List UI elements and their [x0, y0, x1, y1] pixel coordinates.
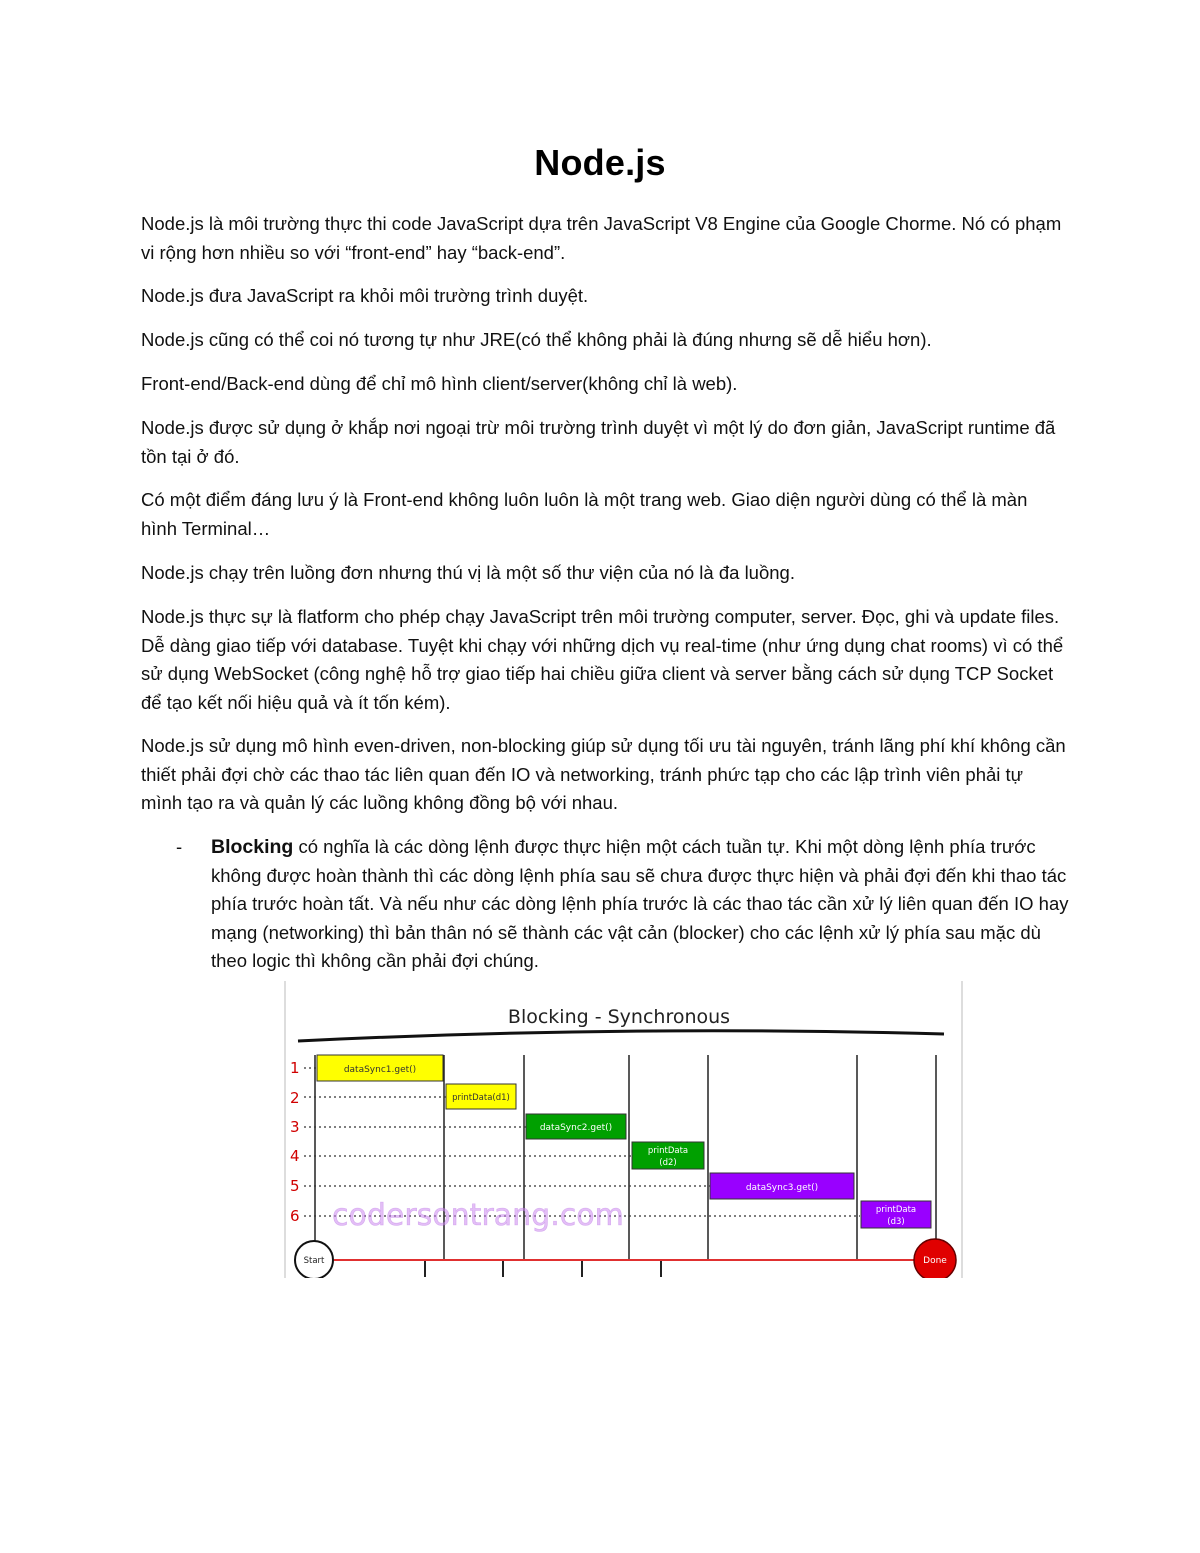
task-label-2: printData(d1) [452, 1093, 510, 1103]
row-label-2: 2 [290, 1089, 300, 1107]
paragraph-jre: Node.js cũng có thể coi nó tương tự như JRE(có thể không phải là đúng nhưng sẽ dễ hiểu hơn). [141, 329, 932, 350]
watermark: codersontrang.com [332, 1198, 624, 1233]
task-label-6a: printData [875, 1205, 917, 1215]
blocking-synchronous-figure [284, 981, 964, 1278]
row-label-6: 6 [290, 1207, 300, 1225]
task-label-4a: printData [647, 1146, 689, 1156]
task-label-1: dataSync1.get() [343, 1065, 417, 1075]
task-label-4b: (d2) [659, 1158, 677, 1168]
done-label: Done [923, 1256, 947, 1266]
task-label-3: dataSync2.get() [539, 1123, 613, 1133]
row-label-3: 3 [290, 1118, 300, 1136]
start-label: Start [303, 1256, 325, 1266]
task-label-5: dataSync3.get() [745, 1183, 819, 1193]
paragraph-intro: Node.js là môi trường thực thi code JavaScript dựa trên JavaScript V8 Engine của Google Chorme. Nó có phạm vi rộng hơn nhiều so với “front-end” hay “back-end”. [141, 213, 1062, 263]
paragraph-runtime: Node.js được sử dụng ở khắp nơi ngoại trừ môi trường trình duyệt vì một lý do đơn giản, JavaScript runtime đã tồn tại ở đó. [141, 417, 1056, 467]
document-title: Node.js [534, 142, 666, 183]
paragraph-platform: Node.js thực sự là flatform cho phép chạy JavaScript trên môi trường computer, server. Đọc, ghi và update files. Dễ dàng giao tiếp với database. Tuyệt khi chạy với những dịch vụ real-time (như ứng dụng chat rooms) vì có thể sử dụng WebSocket (công nghệ hỗ trợ giao tiếp hai chiều giữa client và server bằng cách sử dụng TCP Socket để tạo kết nối hiệu quả và ít tốn kém). [141, 606, 1064, 713]
paragraph-event-driven: Node.js sử dụng mô hình even-driven, non-blocking giúp sử dụng tối ưu tài nguyên, tránh lãng phí khí không cần thiết phải đợi chờ các thao tác liên quan đến IO và networking, tránh phức tạp cho các lập trình viên phải tự mình tạo ra và quản lý các luồng không đồng bộ với nhau. [141, 735, 1066, 813]
bullet-blocking [211, 833, 1071, 976]
row-label-4: 4 [290, 1147, 300, 1165]
row-label-5: 5 [290, 1177, 300, 1195]
paragraph-frontend: Có một điểm đáng lưu ý là Front-end không luôn luôn là một trang web. Giao diện người dùng có thể là màn hình Terminal… [141, 489, 1028, 539]
row-label-1: 1 [290, 1059, 300, 1077]
task-label-6b: (d3) [887, 1217, 905, 1227]
bullet-term: Blocking [211, 836, 294, 858]
title-underline [298, 1031, 944, 1041]
figure-title: Blocking - Synchronous [507, 1006, 731, 1028]
timeline-ticks [425, 1261, 661, 1277]
paragraph-outside-browser: Node.js đưa JavaScript ra khỏi môi trường trình duyệt. [141, 285, 589, 306]
paragraph-single-thread: Node.js chạy trên luồng đơn nhưng thú vị là một số thư viện của nó là đa luồng. [141, 562, 795, 583]
bullet-marker: - [176, 836, 183, 857]
bullet-description: có nghĩa là các dòng lệnh được thực hiện một cách tuần tự. Khi một dòng lệnh phía trước không được hoàn thành thì các dòng lệnh phía sau sẽ chưa được thực hiện và phải đợi đến khi thao tác phía trước hoàn tất. Và nếu như các dòng lệnh phía trước là các thao tác cần xử lý liên quan đến IO hay mạng (networking) thì bản thân nó sẽ thành các vật cản (blocker) cho các lệnh xử lý phía sau mặc dù theo logic thì không cần phải đợi chúng. [211, 836, 1069, 972]
paragraph-client-server: Front-end/Back-end dùng để chỉ mô hình client/server(không chỉ là web). [141, 373, 738, 394]
